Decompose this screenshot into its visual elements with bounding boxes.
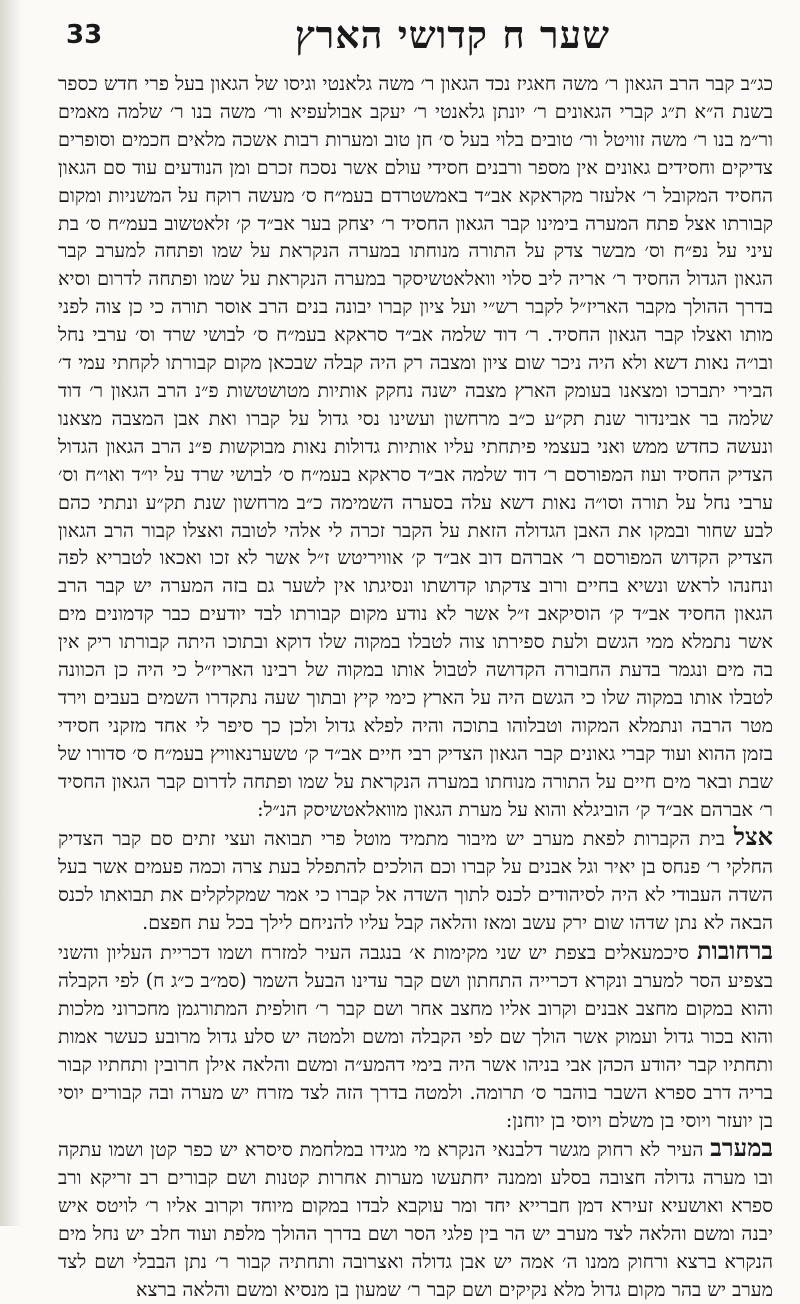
- paragraph-text: סיכמעאלים בצפת יש שני מקימות א׳ בנגבה העיר למזרח ושמו דכריית העליון והשני בצפיע הסר למערב ונקרא דכרייה התחתון ושם קבר עדינו הבעל השמר (סמ״ב כ״ג ח) לפי הקבלה והוא במקום מחצב אבנים וקרוב אליו מחצב אחר ושם קבר ר׳ חולפית המתורגמן מחכרוני מלכות והוא בכור גדול ועמוק אשר הולך שם לפי הקבלה ומשם ולמטה יש סלע גדול מרובע כעשר אמות ותחתיו קבר יהודע הכהן אבי בניהו אשר היה בימי דהמע״ה ומשם והלאה אילן חרובין ותחתיו קבור בריה דרב ספרא השבר בוהבר ס׳ תרומה. ולמטה בדרך הזה לצד מזרח יש מערה ובה קבורים יוסי בן יועזר ויוסי בן משלם ויוסי בן יוחנן:: [58, 941, 773, 1132]
- paragraph-lead-word: ברחובות: [696, 936, 773, 966]
- body-text: [57, 70, 773, 1301]
- page-number: 33: [66, 20, 103, 50]
- paragraph: [58, 823, 773, 937]
- paragraph-text: כג״ב קבר הרב הגאון ר׳ משה חאגיז נכד הגאון ר׳ משה גלאנטי וגיסו של הגאון בעל פרי חדש כספר בשנת ה״א ת״ג קברי הגאונים ר׳ יונתן גלאנטי ר׳ יעקב אבולעפיא ור׳ משה בנו ר׳ שלמה מאמים ור״מ בנו ר׳ משה זוויטל ור׳ טובים בלוי בעל ס׳ חן טוב ומערות רבות אשכה מלאים חכמים וסופרים צדיקים וחסידים גאונים אין מספר ורבנים חסידי עולם אשר נסכח זכרם ומן הנודעים עוד סם הגאון החסיד המקובל ר׳ אלעזר מקראקא אב״ד באמשטרדם בעמ״ח ס׳ מעשה רוקח על המשניות ומקום קבורתו אצל פתח המערה בימינו קבר הגאון החסיד ר׳ יצחק בער אב״ד ק׳ זלאטשוב בעמ״ח ס׳ בת עיני על נפ״ח וס׳ מבשר צדק על התורה מנוחתו במערה הנקראת על שמו ופתחה למערב קבר הגאון הגדול החסיד ר׳ אריה ליב סלוי וואלאטשיסקר במערה הנקראת על שמו ופתחה לדרום וסיא בדרך ההולך מקבר האריז״ל לקבר רש״י ועל ציון קברו יבונה בנים הרב אוסר תורה כי כן צוה לפני מותו ואצלו קבר הגאון החסיד. ר׳ דוד שלמה אב״ד סראקא בעמ״ח ס׳ לבושי שרד וס׳ ערבי נחל ובו״ה נאות דשא ולא היה ניכר שום ציון ומצבה רק היה קבלה שבכאן מקום קבורתו לקחתי עמי ד׳ הבירי יתברכו ומצאנו בעומק הארץ מצבה ישנה נחקק אותיות מטושטשות פ״נ הרב הגאון ר׳ דוד שלמה בר אבינדור שנת תק״ע כ״ב מרחשון ועשינו נסי גדול על קברו ואת אבן המצבה מצאנו ונעשה כחדש ממש ואני בעצמי פיתחתי עליו אותיות גדולות נאות מבוקשות פ״נ הרב הגאון הגדול הצדיק החסיד ועוז המפורסם ר׳ דוד שלמה אב״ד סראקא בעמ״ח ס׳ לבושי שרד על יו״ד ואו״ח וס׳ ערבי נחל על תורה וסו״ה נאות דשא עלה בסערה השמימה כ״ב מרחשון שנת תק״ע ונתתי כהם לבע שחור ובמקו את האבן הגדולה הזאת על הקבר זכרה לי אלהי לטובה ואצלו קבור הרב הגאון הצדיק הקדוש המפורסם ר׳ אברהם דוב אב״ד ק׳ אוויריטש ז״ל אשר לא זכו ואכאו לטבריא לפה ונחנהו לראש ונשיא בחיים ורוב צדקתו קדושתו ונסיגתו אין לשער גם בזה המערה יש קבר הרב הגאון החסיד אב״ד ק׳ הוסיקאב ז״ל אשר לא נודע מקום קבורתו לבד יודעים כבר קדמונים מים אשר נתמלא ממי הגשם ולעת ספירתו צוה לטבלו במקוה שלו דוקא ובתוכו היתה קבורתו ריק אין בה מים ונגמר בדעת החבורה הקדושה לטבול אותו במקוה של רבינו האריז״ל כי היה כן הכוונה לטבלו אותו במקוה שלו כי הגשם היה על הארץ כימי קיץ ובתוך שעה נתקדרו השמים בעבים וירד מטר הרבה ונתמלא המקוה וטבלוהו בתוכה והיה לפלא גדול ולכן כך סיפר לי אחד מזקני חסידי בזמן ההוא ועוד קברי גאונים קבר הגאון הצדיק רבי חיים אב״ד ק׳ טשערנאוויץ בעמ״ח ס׳ סדורו של שבת ובאר מים חיים על התורה מנוחתו במערה הנקראת על שמו ופתחה לדרום קבר הגאון החסיד ר׳ אברהם אב״ד ק׳ הוביגלא והוא על מערת הגאון מוואלאטשיסק הנ״ל:: [58, 72, 773, 821]
- paragraph: [58, 937, 773, 1134]
- paragraph-lead-word: אצל: [733, 822, 773, 852]
- page-header: [40, 8, 770, 66]
- binding-shadow: [0, 0, 22, 1226]
- paragraph: [58, 1134, 773, 1303]
- paragraph: [58, 70, 773, 823]
- paragraph-text: העיר לא רחוק מגשר דלבנאי הנקרא מי מגידו במלחמת סיסרא יש כפר קטן ושמו עתקה ובו מערה גדולה חצובה בסלע וממנה יחתעשו מערות אחרות קטנות ושם קבורים רב זריקא ורב ספרא ואושעיא זעירא דמן חברייא יחד ומר עוקבא לבדו במקום מיוחד וקרוב אליו ר׳ לויטס איש יבנה ומשם והלאה לצד מערב יש הר בין פלגי הסר ושם בדרך ההולך מלפת ועוד חלב יש נחל מים הנקרא ברצא ורחוק ממנו ה׳ אמה יש אבן גדולה ואצרובה ותחתיה קבור ר׳ נתן הבבלי ושם לצד מערב יש בהר מקום גדול מלא נקיקים ושם קבר ר׳ שמעון בן מנסיא ומשם והלאה ברצא: [58, 1138, 773, 1301]
- running-head: שער ח קדושי הארץ: [294, 12, 610, 57]
- paragraph-lead-word: במערב: [710, 1133, 773, 1163]
- paragraph-text: בית הקברות לפאת מערב יש מיבור מתמיד מוטל פרי תבואה ועצי זתים סם קבר הצדיק החלקי ר׳ פנחס בן יאיר וגל אבנים על קברו וכם הולכים להתפלל בעת צרה וכמה פעמים אשר בעל השדה העבודי לא היה לסיהודים לכנס לתוך השדה אל קברו כי אמר שמקלקלים את תבואתו לכנס הבאה לא נתן שדהו שום ירק עשב ומאז והלאה קבל עליו להניחם לילך בכל עת חפצם.: [57, 827, 773, 935]
